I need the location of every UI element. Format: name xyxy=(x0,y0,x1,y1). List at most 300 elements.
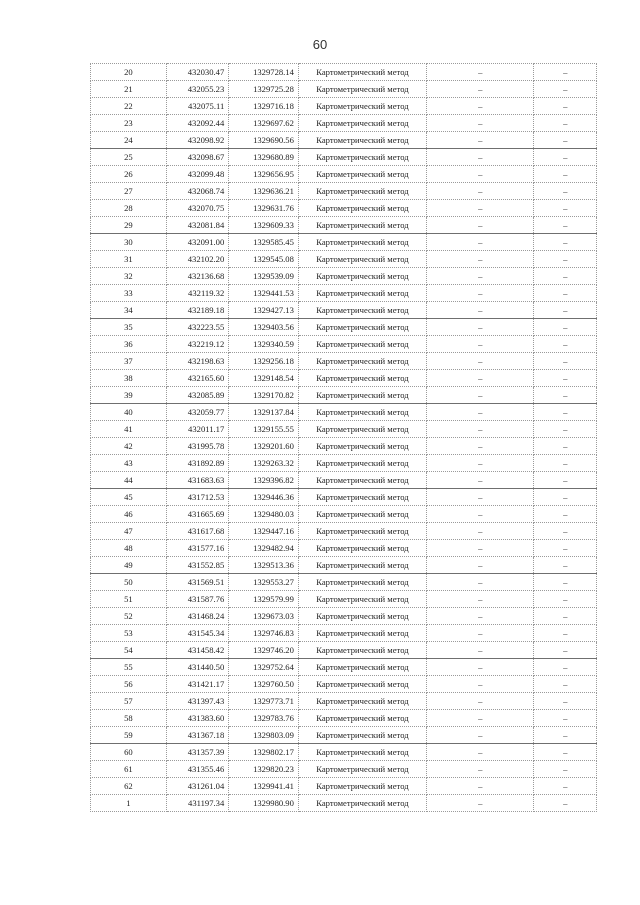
determination-method-cell: Картометрический метод xyxy=(298,557,426,574)
description-value-cell: – xyxy=(534,336,597,353)
coordinate-y-cell: 1329746.20 xyxy=(229,642,299,659)
table-row xyxy=(91,285,597,302)
accuracy-value-cell: – xyxy=(426,625,534,642)
table-row xyxy=(91,387,597,404)
determination-method-cell: Картометрический метод xyxy=(298,761,426,778)
description-value-cell: – xyxy=(534,591,597,608)
accuracy-value-cell: – xyxy=(426,353,534,370)
coordinate-y-cell: 1329585.45 xyxy=(229,234,299,251)
table-row xyxy=(91,251,597,268)
coordinate-y-cell: 1329579.99 xyxy=(229,591,299,608)
coordinate-x-cell: 432102.20 xyxy=(166,251,228,268)
table-row xyxy=(91,489,597,506)
determination-method-cell: Картометрический метод xyxy=(298,234,426,251)
determination-method-cell: Картометрический метод xyxy=(298,710,426,727)
description-value-cell: – xyxy=(534,421,597,438)
coordinate-x-cell: 431440.50 xyxy=(166,659,228,676)
coordinate-x-cell: 432119.32 xyxy=(166,285,228,302)
accuracy-value-cell: – xyxy=(426,200,534,217)
determination-method-cell: Картометрический метод xyxy=(298,540,426,557)
coordinate-y-cell: 1329980.90 xyxy=(229,795,299,812)
description-value-cell: – xyxy=(534,268,597,285)
coordinates-table xyxy=(90,63,597,812)
accuracy-value-cell: – xyxy=(426,268,534,285)
determination-method-cell: Картометрический метод xyxy=(298,81,426,98)
accuracy-value-cell: – xyxy=(426,421,534,438)
table-row xyxy=(91,370,597,387)
point-number-cell: 38 xyxy=(91,370,167,387)
coordinate-y-cell: 1329340.59 xyxy=(229,336,299,353)
description-value-cell: – xyxy=(534,217,597,234)
coordinate-y-cell: 1329820.23 xyxy=(229,761,299,778)
determination-method-cell: Картометрический метод xyxy=(298,200,426,217)
description-value-cell: – xyxy=(534,285,597,302)
point-number-cell: 34 xyxy=(91,302,167,319)
accuracy-value-cell: – xyxy=(426,438,534,455)
coordinate-x-cell: 432085.89 xyxy=(166,387,228,404)
coordinate-x-cell: 431577.16 xyxy=(166,540,228,557)
description-value-cell: – xyxy=(534,234,597,251)
determination-method-cell: Картометрический метод xyxy=(298,591,426,608)
description-value-cell: – xyxy=(534,659,597,676)
accuracy-value-cell: – xyxy=(426,591,534,608)
description-value-cell: – xyxy=(534,710,597,727)
coordinate-y-cell: 1329170.82 xyxy=(229,387,299,404)
accuracy-value-cell: – xyxy=(426,472,534,489)
description-value-cell: – xyxy=(534,540,597,557)
accuracy-value-cell: – xyxy=(426,710,534,727)
description-value-cell: – xyxy=(534,455,597,472)
point-number-cell: 47 xyxy=(91,523,167,540)
coordinate-y-cell: 1329256.18 xyxy=(229,353,299,370)
description-value-cell: – xyxy=(534,693,597,710)
description-value-cell: – xyxy=(534,472,597,489)
accuracy-value-cell: – xyxy=(426,149,534,166)
table-row xyxy=(91,574,597,591)
coordinate-y-cell: 1329446.36 xyxy=(229,489,299,506)
coordinate-x-cell: 432099.48 xyxy=(166,166,228,183)
point-number-cell: 55 xyxy=(91,659,167,676)
table-row xyxy=(91,302,597,319)
point-number-cell: 42 xyxy=(91,438,167,455)
coordinate-y-cell: 1329447.16 xyxy=(229,523,299,540)
accuracy-value-cell: – xyxy=(426,183,534,200)
accuracy-value-cell: – xyxy=(426,608,534,625)
description-value-cell: – xyxy=(534,251,597,268)
description-value-cell: – xyxy=(534,319,597,336)
coordinate-x-cell: 432198.63 xyxy=(166,353,228,370)
table-row xyxy=(91,115,597,132)
table-row xyxy=(91,591,597,608)
table-row xyxy=(91,421,597,438)
description-value-cell: – xyxy=(534,744,597,761)
determination-method-cell: Картометрический метод xyxy=(298,132,426,149)
coordinate-x-cell: 432068.74 xyxy=(166,183,228,200)
point-number-cell: 23 xyxy=(91,115,167,132)
table-row xyxy=(91,200,597,217)
accuracy-value-cell: – xyxy=(426,727,534,744)
description-value-cell: – xyxy=(534,625,597,642)
table-row xyxy=(91,608,597,625)
description-value-cell: – xyxy=(534,727,597,744)
table-row xyxy=(91,642,597,659)
table-row xyxy=(91,353,597,370)
point-number-cell: 53 xyxy=(91,625,167,642)
point-number-cell: 32 xyxy=(91,268,167,285)
page-number: 60 xyxy=(312,37,328,52)
table-row xyxy=(91,676,597,693)
accuracy-value-cell: – xyxy=(426,336,534,353)
coordinate-x-cell: 431421.17 xyxy=(166,676,228,693)
accuracy-value-cell: – xyxy=(426,285,534,302)
description-value-cell: – xyxy=(534,574,597,591)
table-row xyxy=(91,727,597,744)
accuracy-value-cell: – xyxy=(426,302,534,319)
coordinate-y-cell: 1329396.82 xyxy=(229,472,299,489)
coordinate-x-cell: 431665.69 xyxy=(166,506,228,523)
point-number-cell: 27 xyxy=(91,183,167,200)
accuracy-value-cell: – xyxy=(426,778,534,795)
determination-method-cell: Картометрический метод xyxy=(298,506,426,523)
coordinate-y-cell: 1329697.62 xyxy=(229,115,299,132)
point-number-cell: 51 xyxy=(91,591,167,608)
determination-method-cell: Картометрический метод xyxy=(298,217,426,234)
coordinate-y-cell: 1329752.64 xyxy=(229,659,299,676)
description-value-cell: – xyxy=(534,438,597,455)
point-number-cell: 22 xyxy=(91,98,167,115)
point-number-cell: 50 xyxy=(91,574,167,591)
table-row xyxy=(91,183,597,200)
accuracy-value-cell: – xyxy=(426,744,534,761)
determination-method-cell: Картометрический метод xyxy=(298,676,426,693)
coordinate-y-cell: 1329480.03 xyxy=(229,506,299,523)
point-number-cell: 39 xyxy=(91,387,167,404)
description-value-cell: – xyxy=(534,761,597,778)
coordinate-y-cell: 1329803.09 xyxy=(229,727,299,744)
coordinate-y-cell: 1329137.84 xyxy=(229,404,299,421)
coordinate-y-cell: 1329441.53 xyxy=(229,285,299,302)
determination-method-cell: Картометрический метод xyxy=(298,319,426,336)
point-number-cell: 28 xyxy=(91,200,167,217)
table-row xyxy=(91,404,597,421)
table-row xyxy=(91,710,597,727)
coordinate-y-cell: 1329631.76 xyxy=(229,200,299,217)
description-value-cell: – xyxy=(534,404,597,421)
determination-method-cell: Картометрический метод xyxy=(298,336,426,353)
point-number-cell: 25 xyxy=(91,149,167,166)
coordinate-y-cell: 1329773.71 xyxy=(229,693,299,710)
accuracy-value-cell: – xyxy=(426,642,534,659)
accuracy-value-cell: – xyxy=(426,64,534,81)
coordinate-y-cell: 1329545.08 xyxy=(229,251,299,268)
coordinate-y-cell: 1329403.56 xyxy=(229,319,299,336)
determination-method-cell: Картометрический метод xyxy=(298,744,426,761)
description-value-cell: – xyxy=(534,523,597,540)
coordinate-x-cell: 431357.39 xyxy=(166,744,228,761)
point-number-cell: 60 xyxy=(91,744,167,761)
coordinate-x-cell: 432165.60 xyxy=(166,370,228,387)
point-number-cell: 62 xyxy=(91,778,167,795)
determination-method-cell: Картометрический метод xyxy=(298,302,426,319)
table-row xyxy=(91,693,597,710)
description-value-cell: – xyxy=(534,302,597,319)
accuracy-value-cell: – xyxy=(426,676,534,693)
point-number-cell: 26 xyxy=(91,166,167,183)
coordinate-y-cell: 1329802.17 xyxy=(229,744,299,761)
determination-method-cell: Картометрический метод xyxy=(298,149,426,166)
point-number-cell: 37 xyxy=(91,353,167,370)
point-number-cell: 57 xyxy=(91,693,167,710)
coordinate-y-cell: 1329553.27 xyxy=(229,574,299,591)
coordinate-x-cell: 431552.85 xyxy=(166,557,228,574)
coordinate-x-cell: 431367.18 xyxy=(166,727,228,744)
point-number-cell: 48 xyxy=(91,540,167,557)
table-row xyxy=(91,234,597,251)
description-value-cell: – xyxy=(534,557,597,574)
accuracy-value-cell: – xyxy=(426,523,534,540)
coordinate-x-cell: 432055.23 xyxy=(166,81,228,98)
accuracy-value-cell: – xyxy=(426,115,534,132)
point-number-cell: 30 xyxy=(91,234,167,251)
determination-method-cell: Картометрический метод xyxy=(298,166,426,183)
table-row xyxy=(91,217,597,234)
table-row xyxy=(91,523,597,540)
coordinate-y-cell: 1329263.32 xyxy=(229,455,299,472)
table-row xyxy=(91,506,597,523)
point-number-cell: 35 xyxy=(91,319,167,336)
point-number-cell: 41 xyxy=(91,421,167,438)
table-row xyxy=(91,166,597,183)
accuracy-value-cell: – xyxy=(426,404,534,421)
coordinate-x-cell: 431683.63 xyxy=(166,472,228,489)
determination-method-cell: Картометрический метод xyxy=(298,251,426,268)
coordinate-x-cell: 432189.18 xyxy=(166,302,228,319)
table-row xyxy=(91,438,597,455)
point-number-cell: 20 xyxy=(91,64,167,81)
accuracy-value-cell: – xyxy=(426,574,534,591)
table-row xyxy=(91,778,597,795)
table-row xyxy=(91,540,597,557)
coordinate-y-cell: 1329690.56 xyxy=(229,132,299,149)
determination-method-cell: Картометрический метод xyxy=(298,438,426,455)
determination-method-cell: Картометрический метод xyxy=(298,98,426,115)
coordinate-y-cell: 1329482.94 xyxy=(229,540,299,557)
determination-method-cell: Картометрический метод xyxy=(298,115,426,132)
accuracy-value-cell: – xyxy=(426,98,534,115)
determination-method-cell: Картометрический метод xyxy=(298,778,426,795)
description-value-cell: – xyxy=(534,608,597,625)
table-row xyxy=(91,625,597,642)
determination-method-cell: Картометрический метод xyxy=(298,489,426,506)
determination-method-cell: Картометрический метод xyxy=(298,574,426,591)
coordinate-x-cell: 431458.42 xyxy=(166,642,228,659)
coordinate-x-cell: 432075.11 xyxy=(166,98,228,115)
table-row xyxy=(91,81,597,98)
description-value-cell: – xyxy=(534,676,597,693)
accuracy-value-cell: – xyxy=(426,693,534,710)
coordinate-x-cell: 431569.51 xyxy=(166,574,228,591)
coordinate-x-cell: 432011.17 xyxy=(166,421,228,438)
coordinate-x-cell: 431397.43 xyxy=(166,693,228,710)
coordinate-y-cell: 1329201.60 xyxy=(229,438,299,455)
coordinate-x-cell: 432092.44 xyxy=(166,115,228,132)
accuracy-value-cell: – xyxy=(426,370,534,387)
description-value-cell: – xyxy=(534,149,597,166)
coordinate-x-cell: 432098.67 xyxy=(166,149,228,166)
point-number-cell: 36 xyxy=(91,336,167,353)
determination-method-cell: Картометрический метод xyxy=(298,693,426,710)
determination-method-cell: Картометрический метод xyxy=(298,387,426,404)
table-row xyxy=(91,336,597,353)
determination-method-cell: Картометрический метод xyxy=(298,727,426,744)
coordinate-x-cell: 431995.78 xyxy=(166,438,228,455)
accuracy-value-cell: – xyxy=(426,659,534,676)
point-number-cell: 29 xyxy=(91,217,167,234)
point-number-cell: 45 xyxy=(91,489,167,506)
coordinate-x-cell: 431587.76 xyxy=(166,591,228,608)
coordinate-y-cell: 1329760.50 xyxy=(229,676,299,693)
determination-method-cell: Картометрический метод xyxy=(298,642,426,659)
coordinate-x-cell: 432081.84 xyxy=(166,217,228,234)
table-row xyxy=(91,659,597,676)
coordinate-y-cell: 1329656.95 xyxy=(229,166,299,183)
accuracy-value-cell: – xyxy=(426,217,534,234)
description-value-cell: – xyxy=(534,795,597,812)
description-value-cell: – xyxy=(534,387,597,404)
description-value-cell: – xyxy=(534,370,597,387)
determination-method-cell: Картометрический метод xyxy=(298,625,426,642)
coordinate-y-cell: 1329716.18 xyxy=(229,98,299,115)
coordinate-y-cell: 1329673.03 xyxy=(229,608,299,625)
coordinate-y-cell: 1329746.83 xyxy=(229,625,299,642)
accuracy-value-cell: – xyxy=(426,455,534,472)
description-value-cell: – xyxy=(534,506,597,523)
determination-method-cell: Картометрический метод xyxy=(298,268,426,285)
coordinate-y-cell: 1329539.09 xyxy=(229,268,299,285)
coordinate-x-cell: 431355.46 xyxy=(166,761,228,778)
point-number-cell: 54 xyxy=(91,642,167,659)
coordinate-x-cell: 432136.68 xyxy=(166,268,228,285)
coordinate-x-cell: 432219.12 xyxy=(166,336,228,353)
coordinate-x-cell: 432059.77 xyxy=(166,404,228,421)
coordinate-y-cell: 1329155.55 xyxy=(229,421,299,438)
table-row xyxy=(91,761,597,778)
coordinate-x-cell: 432030.47 xyxy=(166,64,228,81)
coordinate-y-cell: 1329427.13 xyxy=(229,302,299,319)
coordinate-x-cell: 432223.55 xyxy=(166,319,228,336)
determination-method-cell: Картометрический метод xyxy=(298,455,426,472)
coordinate-x-cell: 431383.60 xyxy=(166,710,228,727)
determination-method-cell: Картометрический метод xyxy=(298,659,426,676)
table-row xyxy=(91,744,597,761)
coordinate-x-cell: 431712.53 xyxy=(166,489,228,506)
coordinate-y-cell: 1329728.14 xyxy=(229,64,299,81)
coordinate-x-cell: 431261.04 xyxy=(166,778,228,795)
point-number-cell: 33 xyxy=(91,285,167,302)
table-row xyxy=(91,319,597,336)
coordinate-x-cell: 432091.00 xyxy=(166,234,228,251)
coordinate-y-cell: 1329680.89 xyxy=(229,149,299,166)
point-number-cell: 44 xyxy=(91,472,167,489)
coordinate-x-cell: 431468.24 xyxy=(166,608,228,625)
determination-method-cell: Картометрический метод xyxy=(298,608,426,625)
description-value-cell: – xyxy=(534,200,597,217)
determination-method-cell: Картометрический метод xyxy=(298,523,426,540)
coordinate-x-cell: 431545.34 xyxy=(166,625,228,642)
accuracy-value-cell: – xyxy=(426,387,534,404)
accuracy-value-cell: – xyxy=(426,319,534,336)
table-row xyxy=(91,455,597,472)
determination-method-cell: Картометрический метод xyxy=(298,285,426,302)
coordinate-x-cell: 432070.75 xyxy=(166,200,228,217)
point-number-cell: 61 xyxy=(91,761,167,778)
description-value-cell: – xyxy=(534,353,597,370)
point-number-cell: 58 xyxy=(91,710,167,727)
table-row xyxy=(91,64,597,81)
point-number-cell: 52 xyxy=(91,608,167,625)
description-value-cell: – xyxy=(534,166,597,183)
point-number-cell: 56 xyxy=(91,676,167,693)
description-value-cell: – xyxy=(534,132,597,149)
accuracy-value-cell: – xyxy=(426,557,534,574)
description-value-cell: – xyxy=(534,183,597,200)
coordinate-x-cell: 431617.68 xyxy=(166,523,228,540)
description-value-cell: – xyxy=(534,115,597,132)
coordinate-y-cell: 1329725.28 xyxy=(229,81,299,98)
point-number-cell: 46 xyxy=(91,506,167,523)
point-number-cell: 21 xyxy=(91,81,167,98)
coordinate-y-cell: 1329636.21 xyxy=(229,183,299,200)
accuracy-value-cell: – xyxy=(426,795,534,812)
coordinate-y-cell: 1329941.41 xyxy=(229,778,299,795)
accuracy-value-cell: – xyxy=(426,234,534,251)
coordinate-y-cell: 1329609.33 xyxy=(229,217,299,234)
description-value-cell: – xyxy=(534,64,597,81)
table-row xyxy=(91,98,597,115)
determination-method-cell: Картометрический метод xyxy=(298,64,426,81)
description-value-cell: – xyxy=(534,642,597,659)
coordinate-x-cell: 431197.34 xyxy=(166,795,228,812)
table-row xyxy=(91,795,597,812)
coordinate-x-cell: 432098.92 xyxy=(166,132,228,149)
point-number-cell: 43 xyxy=(91,455,167,472)
accuracy-value-cell: – xyxy=(426,761,534,778)
point-number-cell: 49 xyxy=(91,557,167,574)
table-row xyxy=(91,268,597,285)
accuracy-value-cell: – xyxy=(426,132,534,149)
determination-method-cell: Картометрический метод xyxy=(298,183,426,200)
accuracy-value-cell: – xyxy=(426,489,534,506)
determination-method-cell: Картометрический метод xyxy=(298,370,426,387)
accuracy-value-cell: – xyxy=(426,166,534,183)
point-number-cell: 59 xyxy=(91,727,167,744)
point-number-cell: 24 xyxy=(91,132,167,149)
coordinate-x-cell: 431892.89 xyxy=(166,455,228,472)
determination-method-cell: Картометрический метод xyxy=(298,472,426,489)
description-value-cell: – xyxy=(534,98,597,115)
point-number-cell: 40 xyxy=(91,404,167,421)
coordinate-y-cell: 1329783.76 xyxy=(229,710,299,727)
table-row xyxy=(91,557,597,574)
determination-method-cell: Картометрический метод xyxy=(298,404,426,421)
determination-method-cell: Картометрический метод xyxy=(298,421,426,438)
accuracy-value-cell: – xyxy=(426,506,534,523)
determination-method-cell: Картометрический метод xyxy=(298,795,426,812)
determination-method-cell: Картометрический метод xyxy=(298,353,426,370)
point-number-cell: 1 xyxy=(91,795,167,812)
description-value-cell: – xyxy=(534,778,597,795)
accuracy-value-cell: – xyxy=(426,81,534,98)
